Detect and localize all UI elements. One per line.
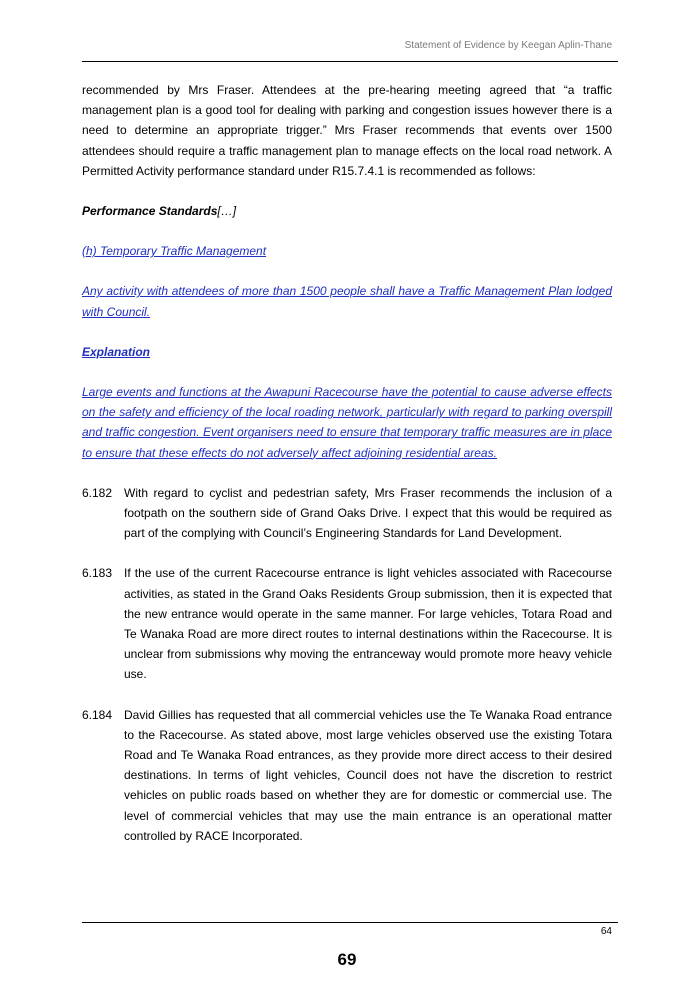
header-title: Statement of Evidence by Keegan Aplin-Thane — [404, 40, 612, 51]
explanation-heading: Explanation — [82, 344, 151, 359]
footer-rule — [82, 922, 618, 923]
performance-standards-suffix: […] — [217, 204, 237, 219]
proposed-rule: Any activity with attendees of more than 1500 people shall have a Traffic Management Plan lodged with Council. — [82, 284, 612, 319]
footer-page-number: 64 — [600, 926, 612, 937]
paragraph-6-182 — [82, 483, 612, 544]
paragraph-number: 6.184 — [82, 707, 113, 722]
performance-standards-line — [82, 201, 612, 221]
paragraph-number: 6.183 — [82, 566, 113, 581]
paragraph-text: If the use of the current Racecourse entrance is light vehicles associated with Racecourse activities, as stated in the Grand Oaks Residents Group submission, then it is expected that the new entrance would operate in the same manner. For large vehicles, Totara Road and Te Wanaka Road are more direct routes to internal destinations within the Racecourse. It is unclear from submissions why moving the entranceway would promote more heavy vehicle use. — [124, 566, 612, 682]
paragraph-6-184 — [82, 705, 612, 846]
paragraph-6-183 — [82, 563, 612, 684]
explanation-text: Large events and functions at the Awapuni Racecourse have the potential to cause adverse effects on the safety and efficiency of the local roading network, particularly with regard to parking overspill and traffic congestion. Event organisers need to ensure that temporary traffic measures are in place to ensure that these effects do not adversely affect adjoining residential areas. — [82, 385, 612, 460]
paragraph-text: David Gillies has requested that all commercial vehicles use the Te Wanaka Road entrance to the Racecourse. As stated above, most large vehicles observed use the existing Totara Road and Te Wanaka Road entrances, as they provide more direct access to their desired destinations. In terms of light vehicles, Council does not have the discretion to restrict vehicles on public roads based on whether they are for domestic or commercial use. The level of commercial vehicles that may use the main entrance is an operational matter controlled by RACE Incorporated. — [124, 707, 612, 843]
paragraph-text: With regard to cyclist and pedestrian safety, Mrs Fraser recommends the inclusion of a footpath on the southern side of Grand Oaks Drive. I expect that this would be required as part of the complying with Council’s Engineering Standards for Land Development. — [124, 485, 612, 541]
proposed-heading: (h) Temporary Traffic Management — [82, 244, 267, 259]
page-stamp-number: 69 — [337, 950, 357, 969]
document-body — [82, 80, 612, 866]
paragraph-number: 6.182 — [82, 485, 113, 500]
performance-standards-label: Performance Standards — [82, 204, 218, 219]
header-rule — [82, 61, 618, 62]
intro-paragraph: recommended by Mrs Fraser. Attendees at the pre-hearing meeting agreed that “a traffic management plan is a good tool for dealing with parking and congestion issues however there is a need to determine an appropriate trigger.” Mrs Fraser recommends that events over 1500 attendees should require a traffic management plan to manage effects on the local road network. A Permitted Activity performance standard under R15.7.4.1 is recommended as follows: — [82, 83, 612, 178]
